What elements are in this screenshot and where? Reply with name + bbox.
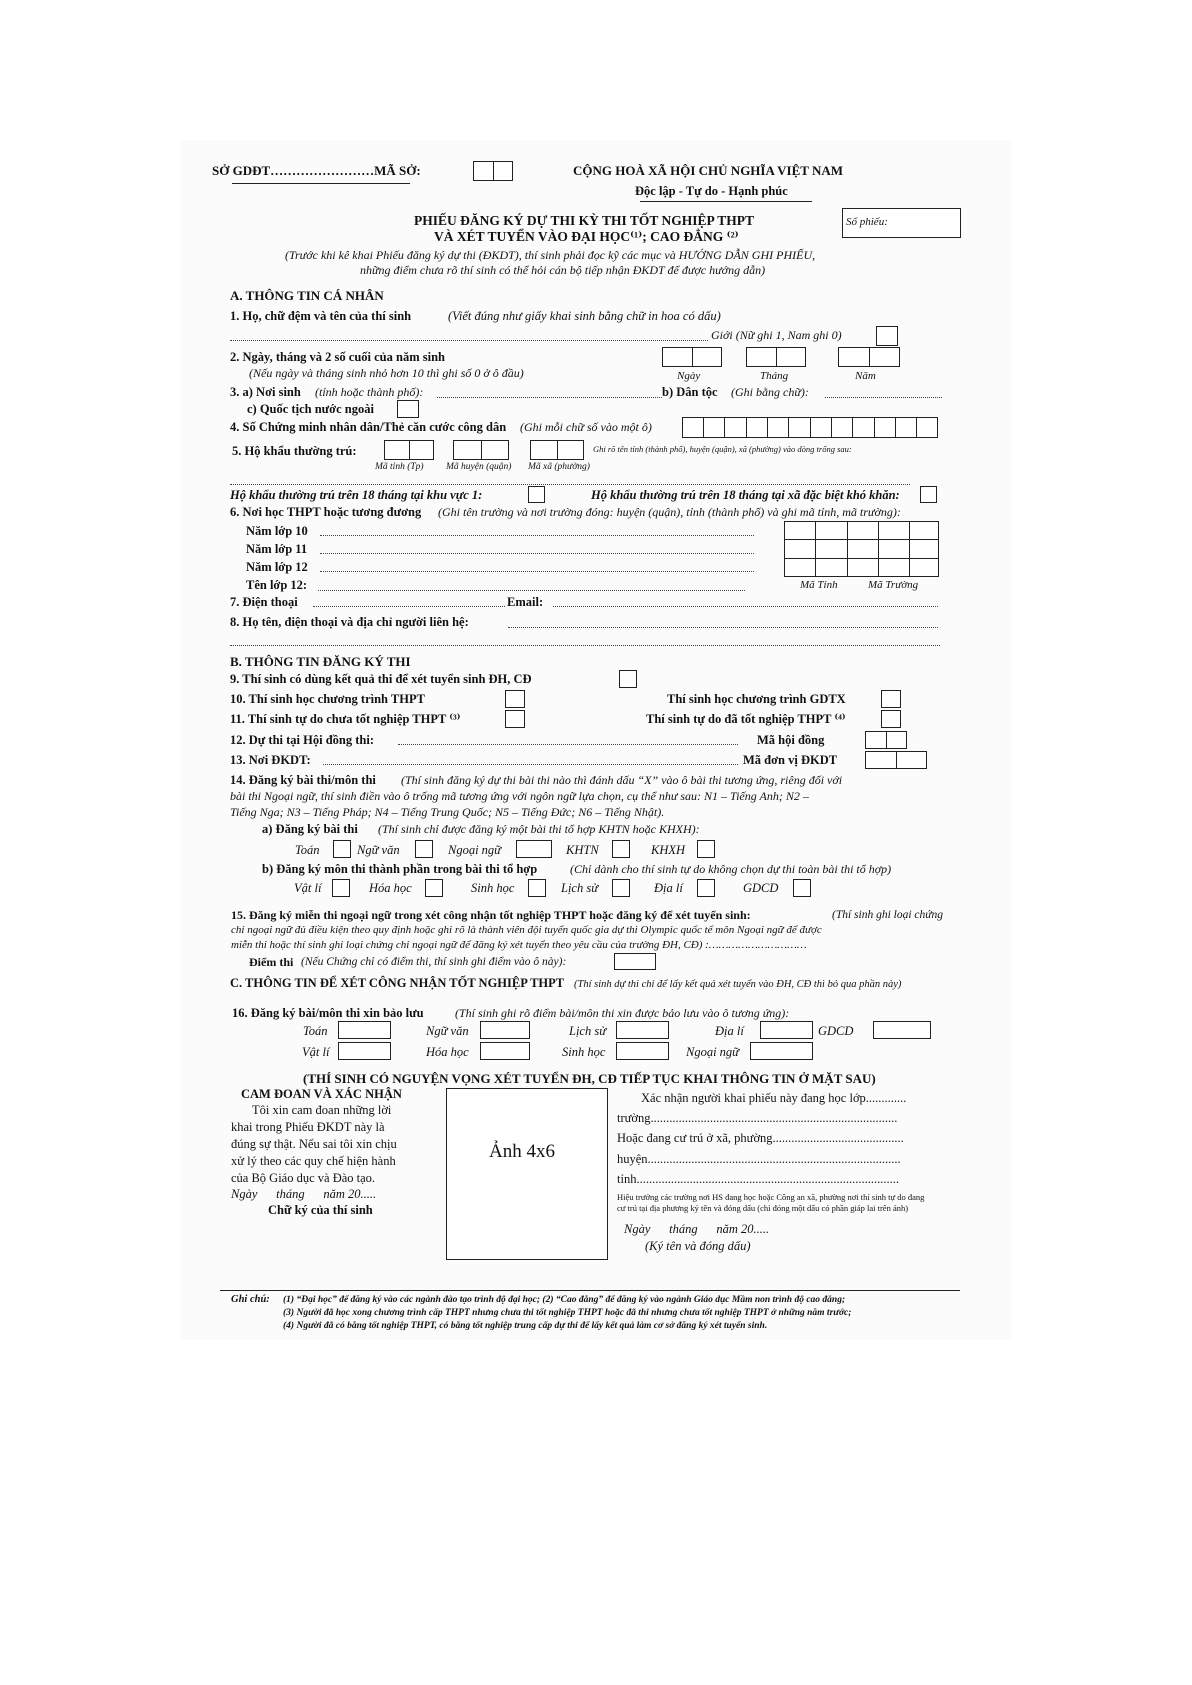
bl-toan-label: Toán — [303, 1024, 328, 1038]
footnote-3: (4) Người đã có bằng tốt nghiệp THPT, có bằng tốt nghiệp trung cấp dự thi để lấy kết quả làm cơ sở đăng ký xét tuyển sinh. — [283, 1321, 768, 1331]
email-input-line[interactable] — [553, 606, 938, 607]
q15-hint-3: miễn thi hoặc thí sinh ghi loại chứng chỉ ngoại ngữ để đăng ký xét tuyển theo yêu cầu của trường ĐH, CĐ) :………………………… — [231, 939, 807, 951]
sinh-hoc-label: Sinh học — [471, 881, 515, 895]
bl-vat-li-label: Vật lí — [302, 1045, 330, 1059]
ma-hoi-dong-label: Mã hội đồng — [757, 733, 825, 747]
commit-title: CAM ĐOAN VÀ XÁC NHẬN — [241, 1087, 402, 1101]
commit-sign: Chữ ký của thí sinh — [268, 1203, 373, 1217]
confirm-line-1: Xác nhận người khai phiếu này đang học lớp............. — [641, 1091, 907, 1105]
school-code-grid[interactable] — [784, 521, 939, 577]
lop12-label: Năm lớp 12 — [246, 560, 308, 574]
ethnicity-input-line[interactable] — [825, 397, 942, 398]
q15-hint-1: (Thí sinh ghi loại chứng — [832, 909, 944, 921]
ngu-van-label: Ngữ văn — [357, 843, 400, 857]
q10-label: 10. Thí sinh học chương trình THPT — [230, 692, 425, 706]
thang-label: Tháng — [760, 370, 789, 382]
motto-rule — [640, 201, 812, 202]
q1-label: 1. Họ, chữ đệm và tên của thí sinh — [230, 309, 412, 323]
lich-su-box[interactable] — [612, 879, 630, 897]
commit-line-3: đúng sự thật. Nếu sai tôi xin chịu — [231, 1137, 397, 1151]
khxh-label: KHXH — [651, 843, 686, 857]
kv1-box[interactable] — [528, 486, 545, 503]
dia-li-box[interactable] — [697, 879, 715, 897]
ma-truong-label: Mã Trường — [868, 579, 919, 591]
q15-hint-2: chỉ ngoại ngữ đủ điều kiện theo quy định hoặc ghi rõ là thành viên đội tuyển quốc gia dự thi Olympic quốc tế môn Ngoại ngữ để được — [231, 924, 822, 936]
section-b-title: B. THÔNG TIN ĐĂNG KÝ THI — [230, 654, 411, 669]
confirm-line-2: trường............................................................................... — [617, 1111, 898, 1125]
dbkk-box[interactable] — [920, 486, 937, 503]
ma-tinh2-label: Mã Tỉnh — [800, 579, 838, 591]
gdtx-label: Thí sinh học chương trình GDTX — [667, 692, 846, 706]
commit-line-4: xử lý theo các quy chế hiện hành — [231, 1154, 396, 1168]
bl-vat-li-box[interactable] — [338, 1042, 391, 1060]
form-title-1: PHIẾU ĐĂNG KÝ DỰ THI KỲ THI TỐT NGHIỆP THPT — [414, 213, 754, 228]
q14-hint-2: bài thi Ngoại ngữ, thí sinh điền vào ô trống mã tương ứng với ngôn ngữ lựa chọn, cụ thể như sau: N1 – Tiếng Anh; N2 – — [230, 789, 809, 803]
q3b-label: b) Dân tộc — [662, 385, 718, 399]
lop11-input-line[interactable] — [320, 553, 754, 554]
dbkk-label: Hộ khẩu thường trú trên 18 tháng tại xã đặc biệt khó khăn: — [591, 488, 900, 502]
diem-thi-hint: (Nếu Chứng chỉ có điểm thi, thí sinh ghi điểm vào ô này): — [301, 956, 567, 968]
section-c-title: C. THÔNG TIN ĐỂ XÉT CÔNG NHẬN TỐT NGHIỆP THPT — [230, 976, 565, 990]
motto: Độc lập - Tự do - Hạnh phúc — [635, 184, 788, 198]
khxh-box[interactable] — [697, 840, 715, 858]
dia-li-label: Địa lí — [654, 881, 683, 895]
ma-don-vi-label: Mã đơn vị ĐKDT — [743, 753, 838, 767]
hoa-hoc-label: Hóa học — [369, 881, 412, 895]
lop10-label: Năm lớp 10 — [246, 524, 308, 538]
form-title-2: VÀ XÉT TUYỂN VÀO ĐẠI HỌC⁽¹⁾; CAO ĐẲNG ⁽²⁾ — [434, 229, 739, 244]
ten-lop-input-line[interactable] — [318, 590, 745, 591]
bl-gdcd-box[interactable] — [873, 1021, 931, 1039]
bl-ngoai-ngu-label: Ngoại ngữ — [686, 1045, 740, 1059]
section-a-title: A. THÔNG TIN CÁ NHÂN — [230, 288, 384, 303]
khtn-box[interactable] — [612, 840, 630, 858]
bl-lich-su-label: Lịch sử — [569, 1024, 607, 1038]
ngoai-ngu-label: Ngoại ngữ — [448, 843, 502, 857]
tot-nghiep-box[interactable] — [881, 710, 901, 728]
q14a-label: a) Đăng ký bài thi — [262, 822, 358, 836]
photo-box[interactable] — [446, 1088, 608, 1260]
q1-hint: (Viết đúng như giấy khai sinh bằng chữ in hoa có dấu) — [448, 309, 721, 323]
q16-hint: (Thí sinh ghi rõ điểm bài/môn thi xin được bảo lưu vào ô tương ứng): — [455, 1006, 790, 1020]
confirm-note-1: Hiệu trưởng các trường nơi HS đang học hoặc Công an xã, phường nơi thí sinh tự do đang — [617, 1192, 925, 1202]
ngu-van-box[interactable] — [415, 840, 433, 858]
toan-label: Toán — [295, 843, 320, 857]
gdcd-label: GDCD — [743, 881, 779, 895]
name-input-line[interactable] — [230, 340, 708, 341]
bl-hoa-hoc-box[interactable] — [480, 1042, 530, 1060]
email-label: Email: — [507, 595, 544, 609]
ngoai-ngu-box[interactable] — [516, 840, 552, 858]
bl-ngu-van-box[interactable] — [480, 1021, 530, 1039]
diem-thi-label: Điểm thi — [249, 955, 294, 969]
bl-sinh-hoc-label: Sinh học — [562, 1045, 606, 1059]
q9-box[interactable] — [619, 670, 637, 688]
footnote-1: (1) “Đại học” để đăng ký vào các ngành đào tạo trình độ đại học; (2) “Cao đẳng” để đăng ký vào ngành Giáo dục Mầm non trình độ cao đẳng; — [283, 1295, 846, 1305]
confirm-date: Ngày tháng năm 20..... — [624, 1222, 770, 1236]
q7-label: 7. Điện thoại — [230, 595, 298, 609]
kv1-label: Hộ khẩu thường trú trên 18 tháng tại khu vực 1: — [230, 488, 483, 502]
ma-huyen-label: Mã huyện (quận) — [446, 462, 512, 472]
q3b-hint: (Ghi bằng chữ): — [731, 385, 809, 399]
confirm-line-4: huyện................................................................................. — [617, 1152, 901, 1166]
tot-nghiep-label: Thí sinh tự do đã tốt nghiệp THPT ⁽⁴⁾ — [646, 712, 846, 726]
bl-dia-li-box[interactable] — [760, 1021, 813, 1039]
noi-dkdt-input-line[interactable] — [323, 764, 738, 765]
ma-xa-label: Mã xã (phường) — [528, 462, 590, 472]
khtn-label: KHTN — [566, 843, 599, 857]
ten-lop-label: Tên lớp 12: — [246, 578, 308, 592]
lop10-input-line[interactable] — [320, 535, 754, 536]
instruction-line-1: (Trước khi kê khai Phiếu đăng ký dự thi (ĐKDT), thí sinh phải đọc kỹ các mục và HƯỚNG DẪN GHI PHIẾU, — [285, 248, 816, 262]
q2-label: 2. Ngày, tháng và 2 số cuối của năm sinh — [230, 350, 445, 364]
sinh-hoc-box[interactable] — [528, 879, 546, 897]
bl-lich-su-box[interactable] — [616, 1021, 669, 1039]
q14b-label: b) Đăng ký môn thi thành phần trong bài thi tổ hợp — [262, 862, 538, 876]
confirm-line-5: tỉnh.................................................................................... — [617, 1172, 899, 1186]
gender-box[interactable] — [876, 326, 898, 346]
confirm-sign: (Ký tên và đóng dấu) — [645, 1239, 751, 1253]
foreign-nationality-box[interactable] — [397, 400, 419, 418]
so-phieu-label: Số phiếu: — [846, 216, 888, 228]
commit-date: Ngày tháng năm 20..... — [231, 1187, 377, 1201]
gdtx-box[interactable] — [881, 690, 901, 708]
gdcd-box[interactable] — [793, 879, 811, 897]
nam-label: Năm — [855, 370, 876, 382]
vat-li-box[interactable] — [332, 879, 350, 897]
footnote-rule — [220, 1290, 960, 1291]
bl-ngu-van-label: Ngữ văn — [426, 1024, 469, 1038]
q4-label: 4. Số Chứng minh nhân dân/Thẻ căn cước công dân — [230, 420, 507, 434]
bl-gdcd-label: GDCD — [818, 1024, 854, 1038]
lop12-input-line[interactable] — [320, 571, 754, 572]
q3a-label: 3. a) Nơi sinh — [230, 385, 301, 399]
q11-label: 11. Thí sinh tự do chưa tốt nghiệp THPT ⁽³⁾ — [230, 712, 461, 726]
commit-line-1: Tôi xin cam đoan những lời — [252, 1103, 392, 1117]
q15-label: 15. Đăng ký miễn thi ngoại ngữ trong xét công nhận tốt nghiệp THPT hoặc đăng ký để xét tuyển sinh: — [231, 908, 751, 922]
q5-label: 5. Hộ khẩu thường trú: — [232, 444, 357, 458]
lop11-label: Năm lớp 11 — [246, 542, 308, 556]
q2-hint: (Nếu ngày và tháng sinh nhỏ hơn 10 thì ghi số 0 ở ô đầu) — [249, 366, 524, 380]
phone-input-line[interactable] — [313, 606, 505, 607]
bl-hoa-hoc-label: Hóa học — [426, 1045, 469, 1059]
q4-hint: (Ghi mỗi chữ số vào một ô) — [520, 420, 652, 434]
q6-hint: (Ghi tên trường và nơi trường đóng: huyện (quận), tỉnh (thành phố) và ghi mã tỉnh, mã trường): — [438, 505, 901, 519]
photo-label: Ảnh 4x6 — [489, 1141, 555, 1162]
contact-input-line-2[interactable] — [230, 645, 940, 646]
vat-li-label: Vật lí — [294, 881, 322, 895]
bl-sinh-hoc-box[interactable] — [616, 1042, 669, 1060]
q14-hint-1: (Thí sinh đăng ký dự thi bài thi nào thì đánh dấu “X” vào ô bài thi tương ứng, riêng đối với — [401, 773, 843, 787]
footnote-2: (3) Người đã học xong chương trình cấp THPT nhưng chưa thi tốt nghiệp THPT hoặc đã thi nhưng chưa tốt nghiệp THPT ở những năm trước; — [283, 1308, 852, 1318]
q16-label: 16. Đăng ký bài/môn thi xin bảo lưu — [232, 1006, 424, 1020]
q6-label: 6. Nơi học THPT hoặc tương đương — [230, 505, 422, 519]
commit-line-5: của Bộ Giáo dục và Đào tạo. — [231, 1171, 376, 1185]
hoa-hoc-box[interactable] — [425, 879, 443, 897]
toan-box[interactable] — [333, 840, 351, 858]
q13-label: 13. Nơi ĐKDT: — [230, 753, 311, 767]
footnote-label: Ghi chú: — [231, 1294, 270, 1305]
header-rule-left — [232, 183, 410, 184]
q12-label: 12. Dự thi tại Hội đồng thi: — [230, 733, 374, 747]
section-c-hint: (Thí sinh dự thi chỉ để lấy kết quả xét tuyển vào ĐH, CĐ thì bỏ qua phần này) — [574, 979, 902, 990]
lich-su-label: Lịch sử — [561, 881, 599, 895]
q3a-hint: (tỉnh hoặc thành phố): — [315, 385, 424, 399]
gioi-label: Giới (Nữ ghi 1, Nam ghi 0) — [711, 328, 842, 342]
q3c-label: c) Quốc tịch nước ngoài — [247, 402, 374, 416]
back-side-note: (THÍ SINH CÓ NGUYỆN VỌNG XÉT TUYỂN ĐH, CĐ TIẾP TỤC KHAI THÔNG TIN Ở MẶT SAU) — [303, 1071, 876, 1086]
address-input-line[interactable] — [230, 484, 910, 485]
ngay-label: Ngày — [677, 370, 701, 382]
q9-label: 9. Thí sinh có dùng kết quả thi để xét tuyển sinh ĐH, CĐ — [230, 672, 532, 686]
diem-thi-box[interactable] — [614, 953, 656, 970]
bl-dia-li-label: Địa lí — [715, 1024, 744, 1038]
q5-hint: Ghi rõ tên tỉnh (thành phố), huyện (quận), xã (phường) vào dòng trống sau: — [593, 444, 852, 454]
confirm-note-2: cư trú tại địa phương ký tên và đóng dấu (chỉ đóng một dấu có phần giáp lai trên ảnh) — [617, 1203, 909, 1213]
confirm-line-3: Hoặc đang cư trú ở xã, phường.......................................... — [617, 1131, 904, 1145]
q11-box[interactable] — [505, 710, 525, 728]
instruction-line-2: những điểm chưa rõ thí sinh có thể hỏi cán bộ tiếp nhận ĐKDT để được hướng dẫn) — [360, 263, 766, 277]
q14-label: 14. Đăng ký bài thi/môn thi — [230, 773, 376, 787]
ma-tinh-label: Mã tỉnh (Tp) — [375, 462, 424, 472]
bl-ngoai-ngu-box[interactable] — [750, 1042, 813, 1060]
q8-label: 8. Họ tên, điện thoại và địa chỉ người liên hệ: — [230, 615, 469, 629]
q14-hint-3: Tiếng Nga; N3 – Tiếng Pháp; N4 – Tiếng Trung Quốc; N5 – Tiếng Đức; N6 – Tiếng Nhật). — [230, 805, 665, 819]
contact-input-line[interactable] — [508, 627, 938, 628]
birthplace-input-line[interactable] — [437, 397, 662, 398]
q14a-hint: (Thí sinh chỉ được đăng ký một bài thi tổ hợp KHTN hoặc KHXH): — [378, 822, 700, 836]
commit-line-2: khai trong Phiếu ĐKDT này là — [231, 1120, 385, 1134]
hoi-dong-input-line[interactable] — [398, 744, 738, 745]
q10-box[interactable] — [505, 690, 525, 708]
so-gddt-label: SỞ GDĐT……………………MÃ SỞ: — [212, 163, 421, 178]
nation-title: CỘNG HOÀ XÃ HỘI CHỦ NGHĨA VIỆT NAM — [573, 163, 844, 178]
q14b-hint: (Chỉ dành cho thí sinh tự do không chọn dự thi toàn bài thi tổ hợp) — [570, 862, 892, 876]
bl-toan-box[interactable] — [338, 1021, 391, 1039]
